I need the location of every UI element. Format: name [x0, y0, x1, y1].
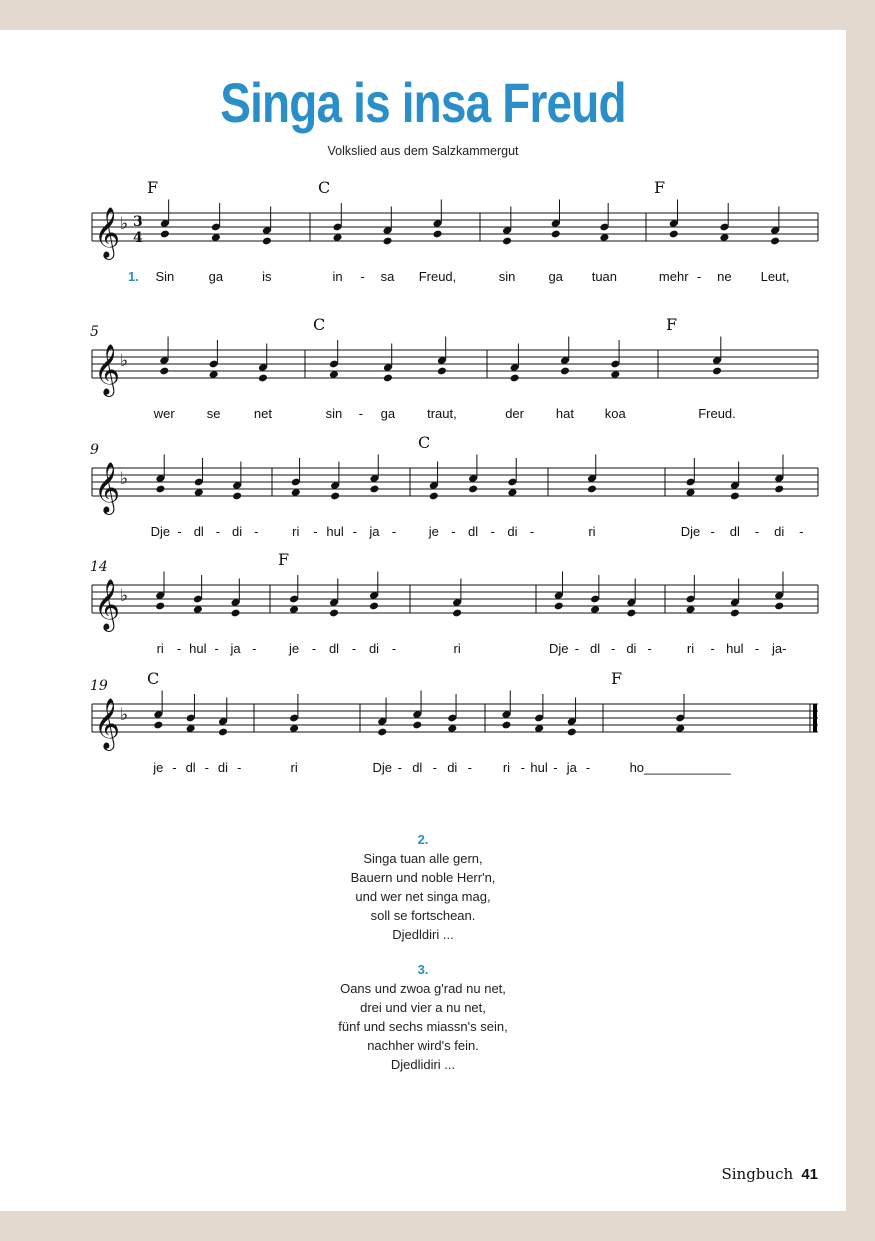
lyric-syllable: ja	[566, 760, 577, 775]
lyric-syllable: -	[799, 524, 804, 539]
lyric-syllable: ja	[369, 524, 380, 539]
lyric-syllable: in	[332, 269, 343, 284]
note-head	[329, 609, 339, 618]
note-head	[429, 492, 439, 501]
lyric-syllable: dl	[412, 760, 423, 775]
sheet-music	[0, 30, 846, 810]
note-head	[510, 374, 520, 383]
page-number: 41	[801, 1166, 818, 1183]
lyric-syllable: -	[254, 524, 259, 539]
measure-number: 9	[90, 442, 99, 458]
lyric-syllable: -	[177, 524, 182, 539]
lyric-syllable: der	[505, 406, 525, 421]
additional-verses	[0, 830, 846, 1090]
lyric-syllable: Dje	[680, 524, 701, 539]
verse-block	[0, 830, 846, 944]
lyric-syllable: ri	[588, 524, 596, 539]
lyric-syllable: Freud,	[418, 269, 457, 284]
lyric-syllable: traut,	[427, 406, 457, 421]
lyric-syllable: dl	[185, 760, 196, 775]
lyric-syllable: sa	[380, 269, 395, 284]
lyric-syllable: di	[232, 524, 243, 539]
note-head	[232, 492, 242, 501]
note-head	[669, 230, 679, 239]
note-head	[554, 602, 564, 611]
lyric-syllable: -	[313, 524, 318, 539]
note-head	[774, 485, 784, 494]
lyric-syllable: ri	[156, 641, 164, 656]
note-head	[567, 728, 577, 737]
lyric-syllable: -	[451, 524, 456, 539]
lyric-syllable: -	[204, 760, 209, 775]
lyric-syllable: sin	[325, 406, 343, 421]
lyric-syllable: se	[206, 406, 221, 421]
lyric-syllable: hul	[189, 641, 207, 656]
chord-symbol: F	[278, 550, 290, 569]
verse-line: soll se fortschean.	[370, 908, 476, 923]
note-head	[501, 721, 511, 730]
note-head	[412, 721, 422, 730]
note-head	[369, 602, 379, 611]
treble-clef-icon: 𝄞	[94, 698, 121, 749]
lyric-syllable: Dje	[548, 641, 569, 656]
note-head	[155, 602, 165, 611]
page-footer	[721, 1165, 818, 1183]
book-name: Singbuch	[721, 1165, 794, 1183]
lyric-syllable: -	[214, 641, 219, 656]
lyric-syllable: -	[252, 641, 257, 656]
music-system	[90, 669, 818, 775]
music-system	[90, 315, 818, 421]
treble-clef-icon: 𝄞	[94, 462, 121, 513]
lyric-syllable: Leut,	[760, 269, 790, 284]
chord-symbol: C	[147, 669, 160, 688]
lyric-syllable: -	[585, 760, 591, 775]
lyric-syllable: -	[611, 641, 616, 656]
lyric-syllable: hul	[530, 760, 548, 775]
music-system	[90, 550, 818, 656]
lyric-syllable: ri	[292, 524, 300, 539]
note-head	[159, 367, 169, 376]
lyric-syllable: wer	[153, 406, 175, 421]
chord-symbol: F	[654, 178, 666, 197]
lyric-syllable: -	[358, 406, 364, 421]
note-head	[560, 367, 570, 376]
lyric-syllable: is	[262, 269, 272, 284]
treble-clef-icon: 𝄞	[94, 344, 121, 395]
note-head	[258, 374, 268, 383]
final-barline-thick	[813, 704, 817, 732]
note-head	[155, 485, 165, 494]
note-head	[730, 609, 740, 618]
note-head	[551, 230, 561, 239]
note-head	[330, 492, 340, 501]
note-head	[626, 609, 636, 618]
chord-symbol: F	[666, 315, 678, 334]
lyric-syllable: net	[253, 406, 272, 421]
lyric-syllable: -	[397, 760, 402, 775]
lyric-syllable: tuan	[591, 269, 618, 284]
chord-symbol: C	[313, 315, 326, 334]
song-subtitle: Volkslied aus dem Salzkammergut	[327, 144, 519, 158]
lyric-syllable: je	[288, 641, 300, 656]
lyric-syllable: di	[626, 641, 637, 656]
lyric-syllable: di	[507, 524, 518, 539]
note-head	[770, 237, 780, 246]
lyric-syllable: ho____________	[629, 760, 731, 775]
note-head	[383, 374, 393, 383]
note-head	[262, 237, 272, 246]
lyric-syllable: -	[490, 524, 495, 539]
flat-sign-icon: ♭	[120, 351, 129, 371]
verse-number: 3.	[417, 962, 429, 977]
note-head	[230, 609, 240, 618]
verse-line: Oans und zwoa g'rad nu net,	[340, 981, 506, 996]
songbook-page	[0, 30, 846, 1211]
lyric-syllable: ri	[453, 641, 461, 656]
measure-number: 14	[90, 559, 108, 575]
lyric-syllable: -	[360, 269, 365, 284]
lyric-syllable: ne	[717, 269, 732, 284]
lyric-syllable: di	[774, 524, 785, 539]
flat-sign-icon: ♭	[120, 469, 129, 489]
lyric-syllable: sin	[498, 269, 516, 284]
lyric-syllable: di	[368, 641, 380, 656]
note-head	[587, 485, 597, 494]
lyric-syllable: dl	[589, 641, 601, 656]
flat-sign-icon: ♭	[120, 214, 129, 234]
lyric-syllable: ja	[230, 641, 241, 656]
verse-block	[0, 960, 846, 1074]
time-signature-bottom: 4	[133, 230, 143, 246]
note-head	[160, 230, 170, 239]
note-head	[774, 602, 784, 611]
verse-line: Singa tuan alle gern,	[363, 851, 483, 866]
lyric-syllable: -	[529, 524, 535, 539]
flat-sign-icon: ♭	[120, 586, 129, 606]
note-head	[712, 367, 722, 376]
lyric-syllable: -	[391, 641, 397, 656]
lyric-syllable: ja-	[771, 641, 787, 656]
lyric-syllable: koa	[604, 406, 626, 421]
chord-symbol: C	[418, 433, 431, 452]
lyric-syllable: je	[428, 524, 439, 539]
note-head	[218, 728, 228, 737]
lyric-syllable: Freud.	[698, 406, 736, 421]
chord-symbol: C	[318, 178, 331, 197]
note-head	[153, 721, 163, 730]
flat-sign-icon: ♭	[120, 705, 129, 725]
lyric-syllable: -	[432, 760, 437, 775]
lyric-syllable: -	[172, 760, 177, 775]
music-system	[92, 178, 818, 284]
time-signature-top: 3	[133, 214, 143, 230]
lyric-syllable: ga	[380, 406, 396, 421]
note-head	[452, 609, 462, 618]
treble-clef-icon: 𝄞	[94, 207, 121, 258]
measure-number: 5	[90, 324, 99, 340]
measure-number: 19	[90, 678, 108, 694]
verse-number: 2.	[417, 832, 429, 847]
lyric-syllable: hat	[555, 406, 574, 421]
lyric-syllable: -	[754, 641, 760, 656]
lyric-syllable: ri	[502, 760, 511, 775]
lyric-syllable: -	[351, 641, 357, 656]
lyric-syllable: di	[217, 760, 229, 775]
lyric-syllable: dl	[729, 524, 740, 539]
lyric-syllable: -	[176, 641, 182, 656]
lyric-syllable: Dje	[150, 524, 171, 539]
lyric-syllable: Sin	[155, 269, 175, 284]
lyric-syllable: ri	[686, 641, 695, 656]
lyric-syllable: -	[754, 524, 760, 539]
verse-line: drei und vier a nu net,	[360, 1000, 486, 1015]
note-head	[432, 230, 442, 239]
verse-line: Djedldiri ...	[392, 927, 454, 942]
lyric-syllable: hul	[726, 641, 744, 656]
lyric-syllable: hul	[326, 524, 344, 539]
lyric-syllable: dl	[328, 641, 340, 656]
lyric-syllable: ga	[208, 269, 224, 284]
lyric-syllable: -	[710, 641, 715, 656]
lyric-syllable: di	[447, 760, 458, 775]
lyric-syllable: mehr	[658, 269, 689, 284]
note-head	[382, 237, 392, 246]
lyric-syllable: -	[696, 269, 702, 284]
lyric-syllable: -	[215, 524, 221, 539]
note-head	[369, 485, 379, 494]
chord-symbol: F	[147, 178, 159, 197]
note-head	[377, 728, 387, 737]
lyric-syllable: -	[311, 641, 317, 656]
verse-number: 1.	[128, 269, 139, 284]
lyric-syllable: Dje	[372, 760, 393, 775]
lyric-syllable: -	[520, 760, 525, 775]
music-system	[90, 433, 818, 539]
note-head	[502, 237, 512, 246]
chord-symbol: F	[611, 669, 623, 688]
lyric-syllable: -	[553, 760, 558, 775]
lyric-syllable: ga	[548, 269, 563, 284]
verse-line: fünf und sechs miassn's sein,	[338, 1019, 508, 1034]
lyric-syllable: -	[467, 760, 472, 775]
song-title: Singa is insa Freud	[220, 71, 626, 134]
lyric-syllable: je	[153, 760, 164, 775]
note-head	[468, 485, 478, 494]
lyric-syllable: ri	[290, 760, 298, 775]
verse-line: und wer net singa mag,	[355, 889, 491, 904]
lyric-syllable: -	[710, 524, 715, 539]
note-head	[437, 367, 447, 376]
lyric-syllable: -	[574, 641, 580, 656]
lyric-syllable: -	[647, 641, 652, 656]
treble-clef-icon: 𝄞	[94, 579, 121, 630]
verse-line: Djedlidiri ...	[390, 1057, 456, 1072]
lyric-syllable: -	[236, 760, 242, 775]
lyric-syllable: dl	[193, 524, 204, 539]
verse-line: nachher wird's fein.	[367, 1038, 479, 1053]
lyric-syllable: -	[391, 524, 397, 539]
lyric-syllable: -	[352, 524, 357, 539]
note-head	[730, 492, 740, 501]
lyric-syllable: dl	[468, 524, 479, 539]
verse-line: Bauern und noble Herr'n,	[350, 870, 496, 885]
